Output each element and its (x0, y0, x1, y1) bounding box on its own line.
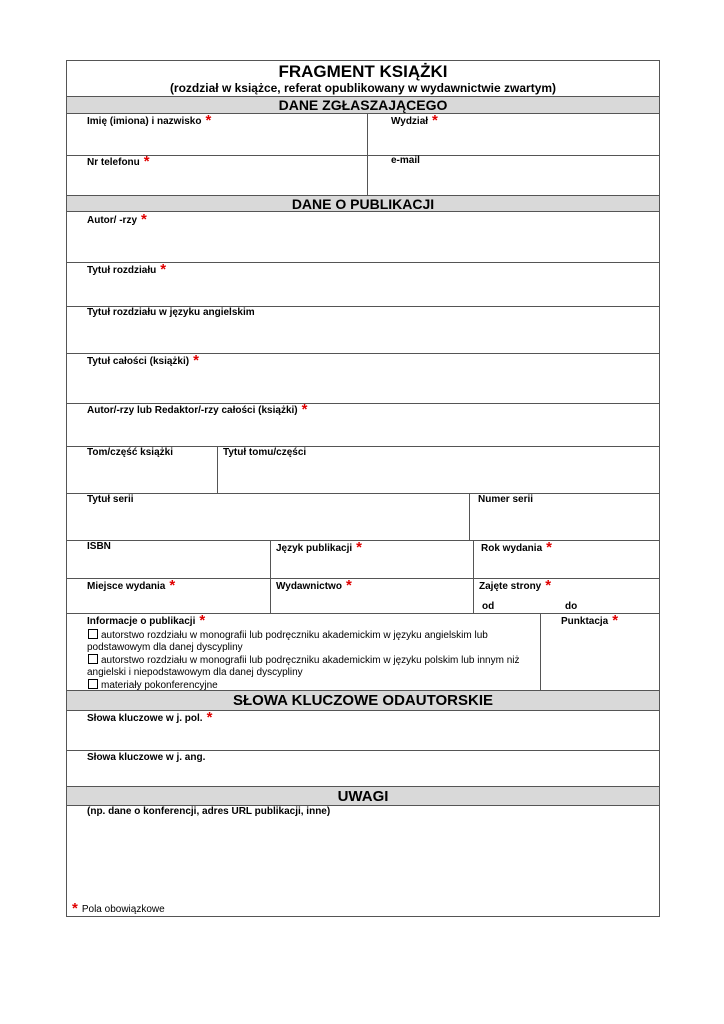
book-title-label: Tytuł całości (książki) (87, 356, 190, 367)
series-number-label: Numer serii (478, 494, 534, 505)
keywords-pl-field[interactable] (87, 709, 213, 726)
applicant-section-heading: DANE ZGŁASZAJĄCEGO (278, 97, 448, 113)
points-field[interactable] (561, 612, 619, 629)
year-field[interactable] (481, 539, 552, 556)
pages-field[interactable] (479, 577, 552, 594)
column-divider (217, 446, 218, 493)
required-legend (72, 900, 165, 917)
phone-label: Nr telefonu (87, 157, 140, 168)
checkbox[interactable] (88, 654, 98, 664)
required-mark: * (301, 401, 308, 418)
volume-label: Tom/część książki (87, 447, 173, 458)
document-subtitle: (rozdział w książce, referat opublikowany w wydawnictwie zwartym) (169, 81, 557, 95)
option-conference-materials[interactable] (88, 679, 218, 691)
notes-hint: (np. dane o konferencji, adres URL publikacji, inne) (87, 806, 331, 817)
keywords-section-heading: SŁOWA KLUCZOWE ODAUTORSKIE (233, 692, 493, 709)
notes-field[interactable] (87, 806, 330, 817)
required-legend-text: Pola obowiązkowe (81, 904, 165, 915)
isbn-field[interactable] (87, 541, 111, 552)
phone-field[interactable] (87, 153, 150, 170)
option-text: autorstwo rozdziału w monografii lub podręczniku akademickim w języku angielskim lub (101, 630, 488, 641)
faculty-field[interactable] (391, 112, 438, 129)
year-label: Rok wydania (481, 543, 543, 554)
keywords-en-label: Słowa kluczowe w j. ang. (87, 752, 206, 763)
series-number-field[interactable] (478, 494, 533, 505)
volume-title-field[interactable] (223, 447, 306, 458)
rule (66, 750, 660, 751)
rule (66, 113, 660, 114)
book-editors-field[interactable] (87, 401, 308, 418)
option-text: autorstwo rozdziału w monografii lub podręczniku akademickim w języku polskim lub innym niż (101, 655, 520, 666)
publisher-field[interactable] (276, 577, 352, 594)
required-mark: * (612, 612, 619, 629)
required-mark: * (345, 577, 352, 594)
place-label: Miejsce wydania (87, 581, 166, 592)
rule (66, 403, 660, 404)
column-divider (367, 113, 368, 195)
column-divider (473, 540, 474, 613)
isbn-label: ISBN (87, 541, 111, 552)
column-divider (540, 613, 541, 690)
chapter-title-field[interactable] (87, 261, 167, 278)
notes-section-heading: UWAGI (337, 788, 389, 805)
rule (66, 493, 660, 494)
rule (66, 613, 660, 614)
rule (66, 710, 660, 711)
option-english-monograph[interactable] (88, 629, 488, 641)
volume-title-label: Tytuł tomu/części (223, 447, 307, 458)
document-title: FRAGMENT KSIĄŻKI (278, 62, 448, 81)
required-mark: * (193, 352, 199, 369)
language-field[interactable] (276, 539, 362, 556)
publication-section-heading: DANE O PUBLIKACJI (291, 196, 435, 212)
rule (66, 578, 660, 579)
series-title-field[interactable] (87, 494, 134, 505)
email-label: e-mail (391, 155, 420, 166)
info-label: Informacje o publikacji (87, 616, 196, 627)
pages-label: Zajęte strony (479, 581, 542, 592)
authors-label: Autor/ -rzy (87, 215, 137, 226)
language-label: Język publikacji (276, 543, 353, 554)
name-label: Imię (imiona) i nazwisko (87, 116, 202, 127)
required-mark: * (143, 153, 150, 170)
column-divider (270, 540, 271, 613)
option-text: materiały pokonferencyjne (101, 680, 218, 691)
required-mark: * (199, 612, 206, 629)
publisher-label: Wydawnictwo (276, 581, 342, 592)
info-heading (87, 612, 206, 629)
required-mark: * (545, 577, 552, 594)
rule (66, 155, 660, 156)
required-mark: * (205, 112, 212, 129)
option-polish-monograph[interactable] (88, 654, 520, 666)
authors-field[interactable] (87, 211, 147, 228)
place-field[interactable] (87, 577, 176, 594)
required-mark: * (356, 539, 362, 556)
pages-to-field[interactable]: do (565, 601, 578, 612)
points-label: Punktacja (561, 616, 609, 627)
name-field[interactable] (87, 112, 212, 129)
rule (66, 262, 660, 263)
required-mark: * (169, 577, 176, 594)
option-text-continuation: angielski i niepodstawowym dla danej dyscypliny (87, 667, 303, 678)
keywords-en-field[interactable] (87, 752, 205, 763)
required-mark: * (206, 709, 213, 726)
column-divider (469, 493, 470, 540)
chapter-title-label: Tytuł rozdziału (87, 265, 157, 276)
required-mark: * (141, 211, 147, 228)
option-text-continuation: podstawowym dla danej dyscypliny (87, 642, 243, 653)
series-title-label: Tytuł serii (87, 494, 134, 505)
rule (66, 353, 660, 354)
rule (66, 786, 660, 787)
checkbox[interactable] (88, 679, 98, 689)
required-mark: * (432, 112, 438, 129)
chapter-title-en-field[interactable] (87, 307, 255, 318)
faculty-label: Wydział (391, 116, 429, 127)
chapter-title-en-label: Tytuł rozdziału w języku angielskim (87, 307, 255, 318)
email-field[interactable] (391, 155, 420, 166)
keywords-pl-label: Słowa kluczowe w j. pol. (87, 713, 203, 724)
pages-from-field[interactable]: od (482, 601, 495, 612)
required-mark: * (546, 539, 552, 556)
volume-field[interactable] (87, 447, 173, 458)
rule (66, 540, 660, 541)
required-mark: * (160, 261, 167, 278)
required-mark: * (72, 900, 78, 917)
checkbox[interactable] (88, 629, 98, 639)
book-editors-label: Autor/-rzy lub Redaktor/-rzy całości (książki) (87, 405, 298, 416)
book-title-field[interactable] (87, 352, 199, 369)
